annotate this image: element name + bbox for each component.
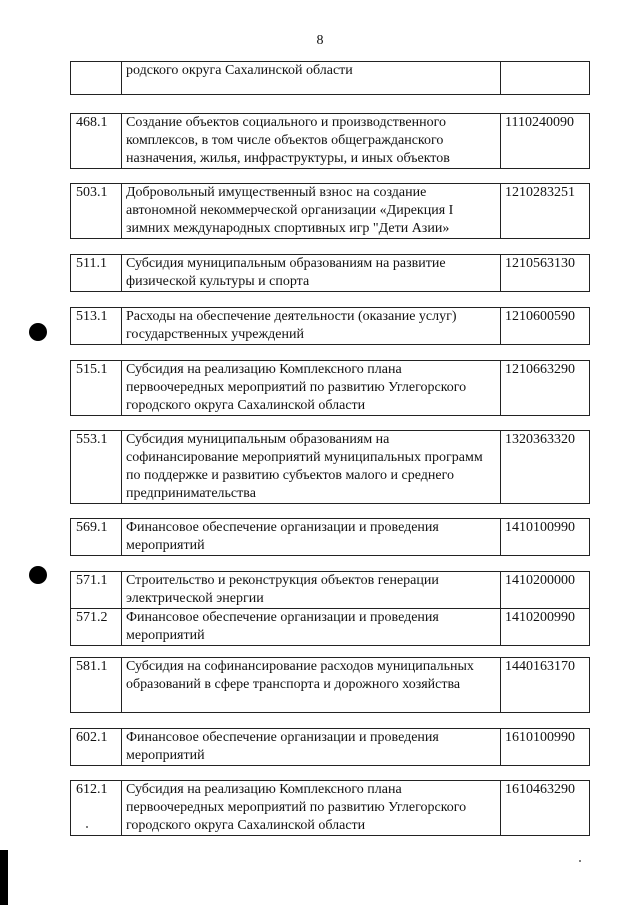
table-row (71, 519, 590, 556)
table-row (71, 781, 590, 836)
table-block-602-1 (70, 728, 590, 766)
row-description: Финансовое обеспечение организации и проведения мероприятий (122, 729, 501, 766)
row-code: 1110240090 (501, 114, 590, 169)
table-row (71, 308, 590, 345)
row-description: Добровольный имущественный взнос на создание автономной некоммерческой организации «Дирекция I зимних международных спортивных игр "Дети Азии» (122, 184, 501, 239)
table-row (71, 431, 590, 504)
row-code: 1210663290 (501, 361, 590, 416)
row-number: 503.1 (71, 184, 122, 239)
table-block-612-1 (70, 780, 590, 836)
table-row (71, 255, 590, 292)
row-number: 513.1 (71, 308, 122, 345)
row-code (501, 62, 590, 95)
row-description: Субсидия на реализацию Комплексного плана первоочередных мероприятий по развитию Углегорского городского округа Сахалинской области (122, 781, 501, 836)
row-number: 515.1 (71, 361, 122, 416)
table-row (71, 609, 590, 646)
row-number: 569.1 (71, 519, 122, 556)
row-number: 571.1 (71, 572, 122, 609)
table-block-553-1 (70, 430, 590, 504)
table-block-515-1 (70, 360, 590, 416)
table-row (71, 572, 590, 609)
row-code: 1210283251 (501, 184, 590, 239)
page-number: 8 (316, 33, 324, 48)
row-code: 1410200990 (501, 609, 590, 646)
row-code: 1210600590 (501, 308, 590, 345)
table-block-503-1 (70, 183, 590, 239)
row-description: Субсидия муниципальным образованиям на софинансирование мероприятий муниципальных программ по поддержке и развитию субъектов малого и среднего предпринимательства (122, 431, 501, 504)
table-block-513-1 (70, 307, 590, 345)
row-number: 612.1 (71, 781, 122, 836)
table-block-continuation (70, 61, 590, 95)
scan-speck (579, 860, 581, 862)
table-block-581-1 (70, 657, 590, 713)
row-code: 1610463290 (501, 781, 590, 836)
table-row (71, 658, 590, 713)
row-code: 1440163170 (501, 658, 590, 713)
row-description: Строительство и реконструкция объектов генерации электрической энергии (122, 572, 501, 609)
row-code: 1410200000 (501, 572, 590, 609)
table-block-569-1 (70, 518, 590, 556)
row-number: 553.1 (71, 431, 122, 504)
row-description: Финансовое обеспечение организации и проведения мероприятий (122, 519, 501, 556)
table-block-511-1 (70, 254, 590, 292)
row-code: 1210563130 (501, 255, 590, 292)
row-description: Создание объектов социального и производственного комплексов, в том числе объектов общегражданского назначения, жилья, инфраструктуры, и иных объектов (122, 114, 501, 169)
row-number: 581.1 (71, 658, 122, 713)
table-block-571 (70, 571, 590, 646)
row-code: 1410100990 (501, 519, 590, 556)
table-row (71, 184, 590, 239)
row-number (71, 62, 122, 95)
row-number: 571.2 (71, 609, 122, 646)
row-description: Расходы на обеспечение деятельности (оказание услуг) государственных учреждений (122, 308, 501, 345)
binder-hole-mark (29, 323, 47, 341)
row-number: 602.1 (71, 729, 122, 766)
row-number: 511.1 (71, 255, 122, 292)
row-description: Субсидия муниципальным образованиям на развитие физической культуры и спорта (122, 255, 501, 292)
row-description: родского округа Сахалинской области (122, 62, 501, 95)
table-row (71, 729, 590, 766)
row-number: 468.1 (71, 114, 122, 169)
row-description: Финансовое обеспечение организации и проведения мероприятий (122, 609, 501, 646)
row-description: Субсидия на реализацию Комплексного плана первоочередных мероприятий по развитию Углегорского городского округа Сахалинской области (122, 361, 501, 416)
scan-speck (86, 826, 88, 828)
binder-hole-mark (29, 566, 47, 584)
table-row (71, 114, 590, 169)
table-row (71, 361, 590, 416)
row-code: 1610100990 (501, 729, 590, 766)
table-block-468-1 (70, 113, 590, 169)
scan-edge-mark (0, 850, 8, 905)
table-row (71, 62, 590, 95)
row-code: 1320363320 (501, 431, 590, 504)
row-description: Субсидия на софинансирование расходов муниципальных образований в сфере транспорта и дорожного хозяйства (122, 658, 501, 713)
